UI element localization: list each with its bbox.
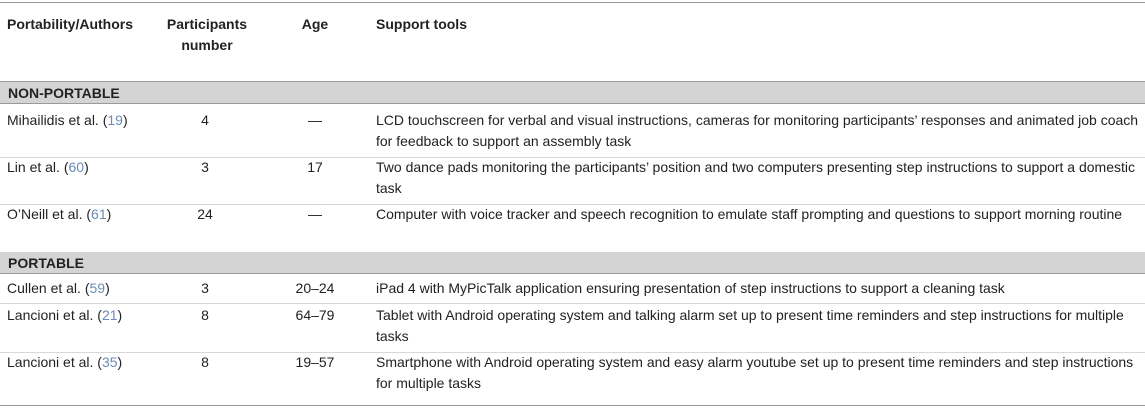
section-title: NON-PORTABLE <box>8 85 120 101</box>
author-cell: Lancioni et al. (21) <box>7 307 123 323</box>
section-header-non-portable <box>0 82 1145 104</box>
age-cell: — <box>308 206 322 222</box>
reference-link[interactable]: 61 <box>91 206 107 222</box>
author-cell: Lin et al. (60) <box>7 159 89 175</box>
reference-link[interactable]: 59 <box>89 280 106 296</box>
author-cell: Cullen et al. (59) <box>7 280 110 296</box>
author-cell: Mihailidis et al. (19) <box>7 112 128 128</box>
age-cell: 19–57 <box>295 354 335 370</box>
tools-cell: Two dance pads monitoring the participants’ position and two computers presenting step instructions to support a domestic task <box>376 159 1136 196</box>
tools-cell: Smartphone with Android operating system and easy alarm youtube set up to present time reminders and step instructions for multiple tasks <box>376 354 1134 391</box>
age-cell: 17 <box>307 159 323 175</box>
author-cell: Lancioni et al. (35) <box>7 354 123 370</box>
reference-link[interactable]: 19 <box>107 112 123 128</box>
participants-cell: 4 <box>201 112 209 128</box>
header-authors: Portability/Authors <box>7 16 134 32</box>
age-cell: 20–24 <box>295 280 335 296</box>
section-header-portable <box>0 252 1145 274</box>
header-tools: Support tools <box>376 16 467 32</box>
participants-cell: 8 <box>201 354 209 370</box>
section-title: PORTABLE <box>8 255 84 271</box>
table-row <box>0 305 1145 353</box>
age-cell: 64–79 <box>295 307 335 323</box>
table-row <box>0 352 1145 404</box>
table-row <box>0 204 1145 252</box>
table-row <box>0 157 1145 205</box>
table-row <box>0 110 1145 158</box>
tools-cell: Computer with voice tracker and speech recognition to emulate staff prompting and questions to support morning routine <box>376 206 1123 222</box>
author-cell: O’Neill et al. (61) <box>7 206 112 222</box>
participants-cell: 3 <box>201 280 209 296</box>
age-cell: — <box>308 112 322 128</box>
participants-cell: 3 <box>201 159 209 175</box>
header-participants: Participants number <box>166 16 248 53</box>
table-bottom-rule <box>0 405 1145 406</box>
table-top-rule <box>0 2 1145 3</box>
reference-link[interactable]: 21 <box>101 307 118 323</box>
tools-cell: Tablet with Android operating system and talking alarm set up to present time reminders and step instructions for multiple tasks <box>376 307 1124 344</box>
reference-link[interactable]: 35 <box>101 354 118 370</box>
tools-cell: iPad 4 with MyPicTalk application ensuring presentation of step instructions to support a cleaning task <box>376 280 1005 296</box>
participants-cell: 8 <box>201 307 209 323</box>
tools-cell: LCD touchscreen for verbal and visual instructions, cameras for monitoring participants’ responses and animated job coach for feedback to support an assembly task <box>376 112 1139 149</box>
participants-cell: 24 <box>197 206 213 222</box>
header-age: Age <box>301 16 329 32</box>
reference-link[interactable]: 60 <box>68 159 85 175</box>
table-row <box>0 278 1145 304</box>
